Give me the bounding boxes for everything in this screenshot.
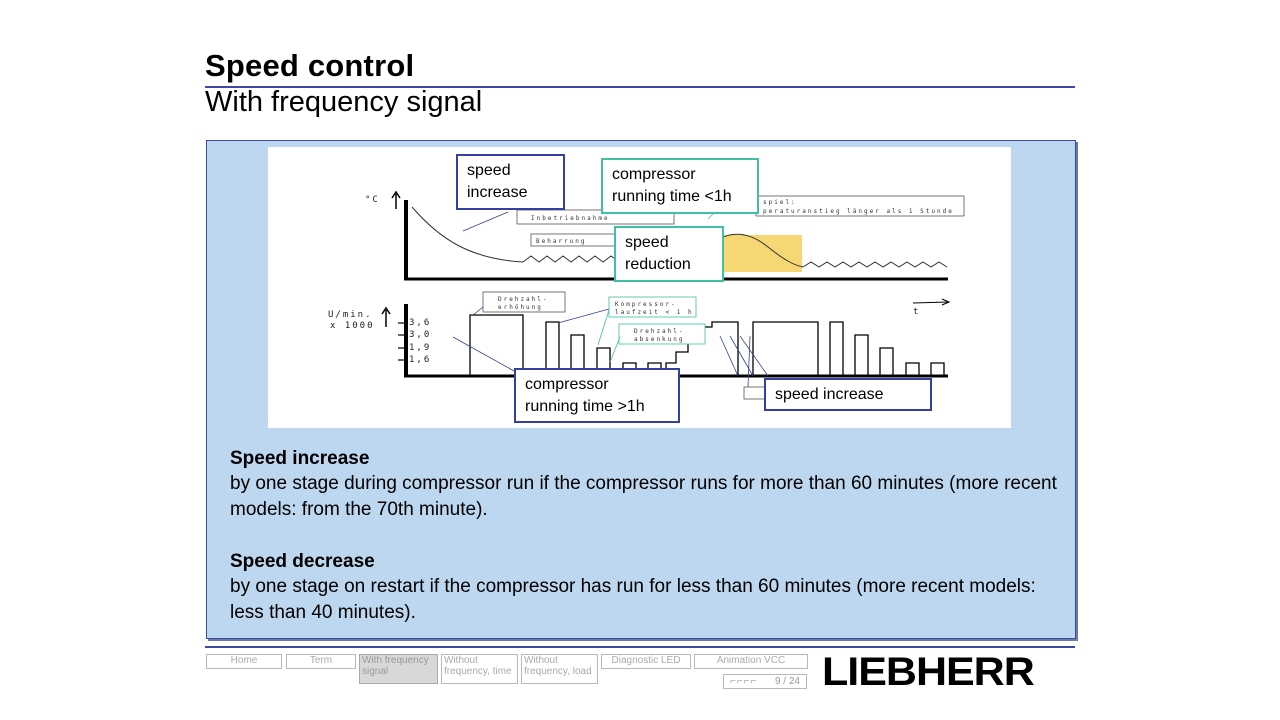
tick-label-3: 1,9 <box>409 343 432 353</box>
nav-with-frequency-signal-button[interactable]: With frequency signal <box>359 654 438 684</box>
page-indicator <box>723 674 807 689</box>
temperature-oscillation-2 <box>803 262 947 267</box>
tick-label-4: 1,6 <box>409 355 432 365</box>
nav-diagnostic-led-button[interactable]: Diagnostic LED <box>601 654 691 669</box>
label-beharrung: Beharrung <box>536 238 587 245</box>
time-axis-label: t <box>913 307 921 317</box>
callout-text: increase <box>467 184 528 201</box>
nav-animation-vcc-button[interactable]: Animation VCC <box>694 654 808 669</box>
run-bar-8 <box>880 348 893 376</box>
speed-increase-section <box>230 446 1060 522</box>
callout-text: compressor <box>612 166 696 183</box>
upper-axis-label: °C <box>365 195 380 205</box>
tick-label-2: 3,0 <box>409 330 432 340</box>
label-drehzahl-erhohung-1: Drehzahl- <box>498 296 549 303</box>
callout-compressor-short <box>601 158 759 214</box>
label-temperaturanstieg: peraturanstieg länger als 1 Stunde <box>763 208 954 215</box>
run-bar-10 <box>931 363 944 376</box>
lower-axis-label-1: U/min. <box>328 310 373 320</box>
callout-text: speed increase <box>775 386 884 403</box>
nav-home-button[interactable]: Home <box>206 654 282 669</box>
speed-decrease-heading: Speed decrease <box>230 551 375 572</box>
run-bar-6 <box>830 322 843 376</box>
callout-speed-increase-bottom <box>764 378 932 411</box>
label-drehzahl-erhohung-2: erhöhung <box>498 304 543 311</box>
callout-compressor-long <box>514 368 680 423</box>
label-drehzahl-absenkung-2: absenkung <box>634 336 685 343</box>
speed-increase-heading: Speed increase <box>230 448 370 469</box>
nav-without-frequency-load-button[interactable]: Without frequency, load <box>521 654 598 684</box>
nav-without-frequency-time-button[interactable]: Without frequency, time <box>441 654 518 684</box>
speed-increase-text: by one stage during compressor run if the compressor runs for more than 60 minutes (more recent models: from the 70th minute). <box>230 473 1057 520</box>
liebherr-logo: LIEBHERR <box>822 650 1034 695</box>
page-controls[interactable]: ⌐⌐⌐⌐ <box>730 676 758 687</box>
callout-text: running time >1h <box>525 398 645 415</box>
callout-speed-reduction <box>614 226 724 282</box>
speed-decrease-text: by one stage on restart if the compressor has run for less than 60 minutes (more recent models: less than 40 minutes). <box>230 576 1036 623</box>
tick-label-1: 3,6 <box>409 318 432 328</box>
page-count: 9 / 24 <box>774 676 800 687</box>
callout-speed-increase-top <box>456 154 565 210</box>
label-kompressor-2: laufzeit < 1 h <box>615 309 694 316</box>
callout-text: running time <1h <box>612 188 732 205</box>
footer-divider <box>205 646 1075 648</box>
label-kompressor-1: Kompressor- <box>615 301 677 308</box>
slide-subtitle: With frequency signal <box>205 86 483 118</box>
callout-text: speed <box>467 162 511 179</box>
cooldown-curve <box>412 207 523 262</box>
run-block-1 <box>453 315 528 376</box>
callout-text: reduction <box>625 256 691 273</box>
slide-title: Speed control <box>205 48 415 83</box>
speed-decrease-section <box>230 549 1060 625</box>
nav-term-button[interactable]: Term <box>286 654 356 669</box>
callout-text: compressor <box>525 376 609 393</box>
callout-text: speed <box>625 234 669 251</box>
label-inbetriebnahme: Inbetriebnahme <box>531 215 610 222</box>
lower-axis-label-2: x 1000 <box>330 321 375 331</box>
run-bar-9 <box>906 363 919 376</box>
label-drehzahl-absenkung-1: Drehzahl- <box>634 328 685 335</box>
run-bar-7 <box>855 335 868 376</box>
label-spiel: spiel: <box>763 199 797 206</box>
